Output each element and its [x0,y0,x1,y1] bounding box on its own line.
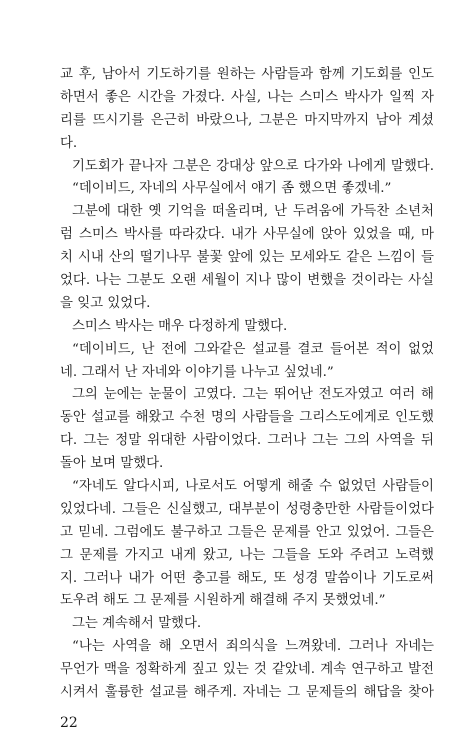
text-line: 지. 그러나 내가 어떤 충고를 해도, 또 성경 말씀이나 기도로써 [60,570,434,586]
text-line: 스미스 박사는 매우 다정하게 말했다. [72,318,288,334]
text-line: 리를 뜨시기를 은근히 바랐으나, 그분은 마지막까지 남아 계셨 [60,112,434,128]
text-line: 네. 그래서 난 자네와 이야기를 나누고 싶었네.” [60,364,334,380]
text-line: 다. [60,135,78,151]
text-line: “나는 사역을 해 오면서 죄의식을 느껴왔네. 그러나 자네는 [72,639,434,655]
text-line: 하면서 좋은 시간을 가졌다. 사실, 나는 스미스 박사가 일찍 자 [60,89,434,105]
text-line: “데이비드, 자네의 사무실에서 얘기 좀 했으면 좋겠네.” [72,181,392,197]
text-line: 그 문제를 가지고 내게 왔고, 나는 그들을 도와 주려고 노력했 [60,547,434,563]
text-line: 교 후, 남아서 기도하기를 원하는 사람들과 함께 기도회를 인도 [60,67,434,82]
text-line: 었다. 나는 그분도 오랜 세월이 지나 많이 변했을 것이라는 사실 [60,273,434,289]
page-number: 22 [60,715,78,731]
text-line: “자네도 알다시피, 나로서도 어떻게 해줄 수 없었던 사람들이 [72,479,434,495]
body-text [60,64,434,705]
text-line: 그의 눈에는 눈물이 고였다. 그는 뛰어난 전도자였고 여러 해 [72,387,434,403]
text-line: 무언가 맥을 정확하게 짚고 있는 것 같았네. 계속 연구하고 발전 [60,662,434,678]
text-line: 다. 그는 정말 위대한 사람이었다. 그러나 그는 그의 사역을 뒤 [60,433,434,449]
text-line: 그분에 대한 옛 기억을 떠올리며, 난 두려움에 가득찬 소년처 [72,204,434,220]
text-line: 을 잊고 있었다. [60,295,151,311]
text-line: 기도회가 끝나자 그분은 강대상 앞으로 다가와 나에게 말했다. [72,158,434,174]
text-line: 치 시내 산의 떨기나무 불꽃 앞에 있는 모세와도 같은 느낌이 들 [60,250,434,266]
text-line: 고 믿네. 그럼에도 불구하고 그들은 문제를 안고 있었어. 그들은 [60,524,434,540]
text-line: 그는 계속해서 말했다. [72,616,202,632]
text-line: 동안 설교를 해왔고 수천 명의 사람들을 그리스도에게로 인도했 [60,410,434,426]
text-line: 시켜서 훌륭한 설교를 해주게. 자네는 그 문제들의 해답을 찾아 [60,685,434,701]
text-line: 도우려 해도 그 문제를 시원하게 해결해 주지 못했었네.” [60,593,386,609]
text-line: 돌아 보며 말했다. [60,456,164,472]
text-line: 럼 스미스 박사를 따라갔다. 내가 사무실에 앉아 있었을 때, 마 [60,227,434,243]
text-line: 있었다네. 그들은 신실했고, 대부분이 성령충만한 사람들이었다 [60,501,434,517]
text-line: “데이비드, 난 전에 그와같은 설교를 결코 들어본 적이 없었 [72,341,434,357]
